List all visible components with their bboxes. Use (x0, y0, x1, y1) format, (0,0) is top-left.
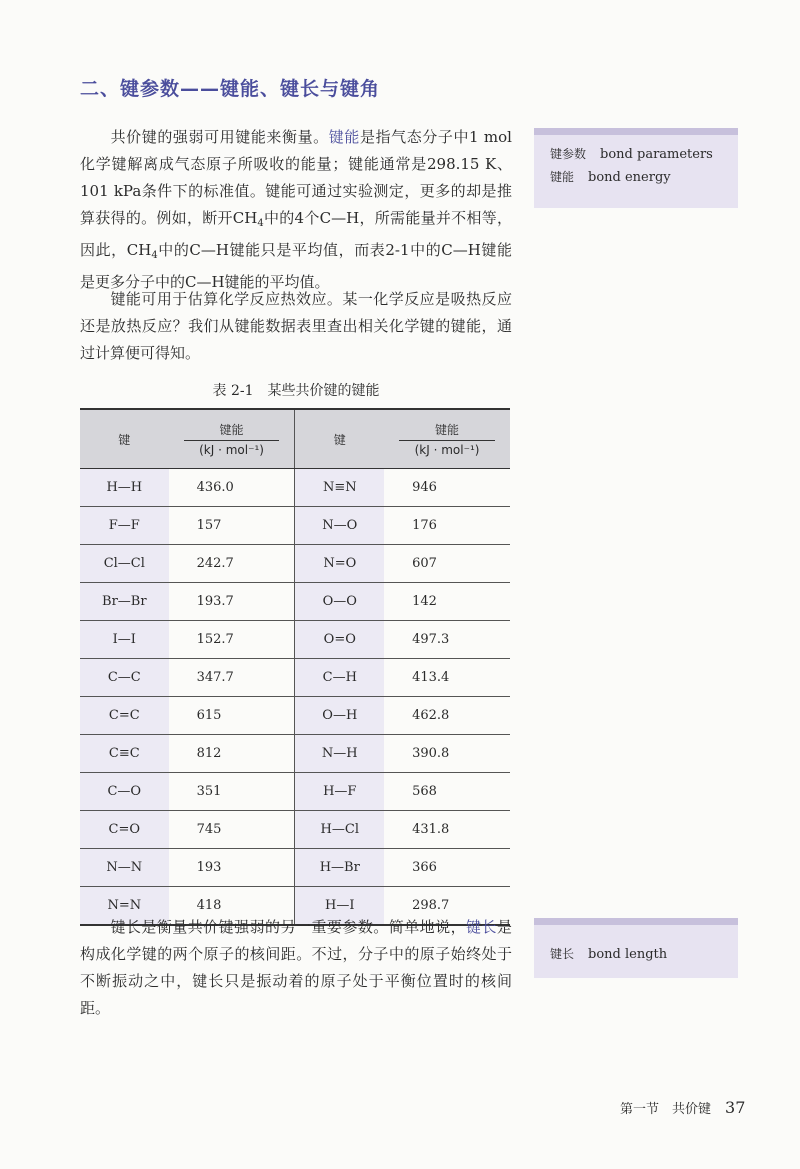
keyword-bond-length: 键长 (466, 918, 497, 936)
bond-cell: O=O (295, 621, 384, 659)
energy-cell: 413.4 (384, 659, 510, 697)
energy-cell: 745 (169, 811, 295, 849)
bond-cell: H—H (80, 469, 169, 507)
bond-cell: C=O (80, 811, 169, 849)
glossary-item: 键能 bond energy (550, 170, 671, 185)
energy-cell: 462.8 (384, 697, 510, 735)
bond-cell: N—O (295, 507, 384, 545)
table-row (80, 735, 510, 773)
table-row (80, 849, 510, 887)
paragraph-bond-length: 键长是衡量共价键强弱的另一重要参数。简单地说，键长是构成化学键的两个原子的核间距。不过，分子中的原子始终处于不断振动之中，键长只是振动着的原子处于平衡位置时的核间距。 (80, 918, 512, 1017)
table-caption: 表 2-1 某些共价键的键能 (212, 383, 380, 399)
energy-cell: 431.8 (384, 811, 510, 849)
table-row (80, 545, 510, 583)
footer-section: 第一节 共价键 (620, 1102, 712, 1117)
energy-cell: 568 (384, 773, 510, 811)
glossary-item: 键长 bond length (550, 947, 668, 962)
bond-energy-table (80, 408, 510, 926)
paragraph-bond-energy: 共价键的强弱可用键能来衡量。键能是指气态分子中1 mol 化学键解离成气态原子所吸收的能量；键能通常是298.15 K、101 kPa条件下的标准值。键能可通过实验测定，更多的却是推算获得的。例如，断开$CH_4$中的4个C—H，所需能量并不相等，因此，$CH_4$中的C—H键能只是平均值，而表2-1中的C—H键能是更多分子中的C—H键能的平均值。 (80, 128, 512, 291)
energy-cell: 242.7 (169, 545, 295, 583)
bond-cell: H—F (295, 773, 384, 811)
bond-cell: Cl—Cl (80, 545, 169, 583)
energy-cell: 436.0 (169, 469, 295, 507)
header-energy: 键能 (kJ · mol⁻¹) (169, 409, 295, 469)
bond-cell: C=C (80, 697, 169, 735)
table-row (80, 697, 510, 735)
table-row (80, 469, 510, 507)
table-row (80, 621, 510, 659)
bond-cell: N—N (80, 849, 169, 887)
bond-cell: I—I (80, 621, 169, 659)
energy-cell: 152.7 (169, 621, 295, 659)
energy-cell: 298.7 (384, 887, 510, 926)
header-bond: 键 (295, 409, 384, 469)
page-number: 37 (725, 1098, 746, 1117)
sidebar-glossary-box (534, 128, 738, 208)
energy-cell: 157 (169, 507, 295, 545)
energy-cell: 615 (169, 697, 295, 735)
keyword-bond-energy: 键能 (328, 128, 360, 146)
bond-cell: C—O (80, 773, 169, 811)
bond-cell: N=N (80, 887, 169, 926)
bond-cell: C—H (295, 659, 384, 697)
bond-cell: C—C (80, 659, 169, 697)
energy-cell: 347.7 (169, 659, 295, 697)
energy-cell: 607 (384, 545, 510, 583)
section-heading: 二、键参数——键能、键长与键角 (80, 78, 381, 100)
energy-cell: 366 (384, 849, 510, 887)
energy-cell: 946 (384, 469, 510, 507)
energy-cell: 176 (384, 507, 510, 545)
bond-cell: C≡C (80, 735, 169, 773)
sidebar-glossary-box-2 (534, 918, 738, 978)
paragraph-reaction-heat: 键能可用于估算化学反应热效应。某一化学反应是吸热反应还是放热反应？我们从键能数据表里查出相关化学键的键能，通过计算便可得知。 (80, 290, 512, 362)
table-row (80, 583, 510, 621)
bond-cell: O—O (295, 583, 384, 621)
bond-cell: N≡N (295, 469, 384, 507)
energy-cell: 351 (169, 773, 295, 811)
energy-cell: 390.8 (384, 735, 510, 773)
energy-cell: 142 (384, 583, 510, 621)
table-row (80, 811, 510, 849)
bond-cell: H—Br (295, 849, 384, 887)
header-energy: 键能 (kJ · mol⁻¹) (384, 409, 510, 469)
table-row (80, 507, 510, 545)
bond-cell: H—I (295, 887, 384, 926)
energy-cell: 497.3 (384, 621, 510, 659)
header-bond: 键 (80, 409, 169, 469)
table-row (80, 659, 510, 697)
bond-cell: Br—Br (80, 583, 169, 621)
energy-cell: 812 (169, 735, 295, 773)
bond-cell: O—H (295, 697, 384, 735)
energy-cell: 193.7 (169, 583, 295, 621)
bond-cell: N=O (295, 545, 384, 583)
page-footer (620, 1098, 745, 1117)
energy-cell: 193 (169, 849, 295, 887)
glossary-item: 键参数 bond parameters (550, 147, 713, 162)
energy-cell: 418 (169, 887, 295, 926)
table-header-row (80, 409, 510, 469)
table-row (80, 773, 510, 811)
bond-cell: N—H (295, 735, 384, 773)
bond-cell: F—F (80, 507, 169, 545)
bond-cell: H—Cl (295, 811, 384, 849)
